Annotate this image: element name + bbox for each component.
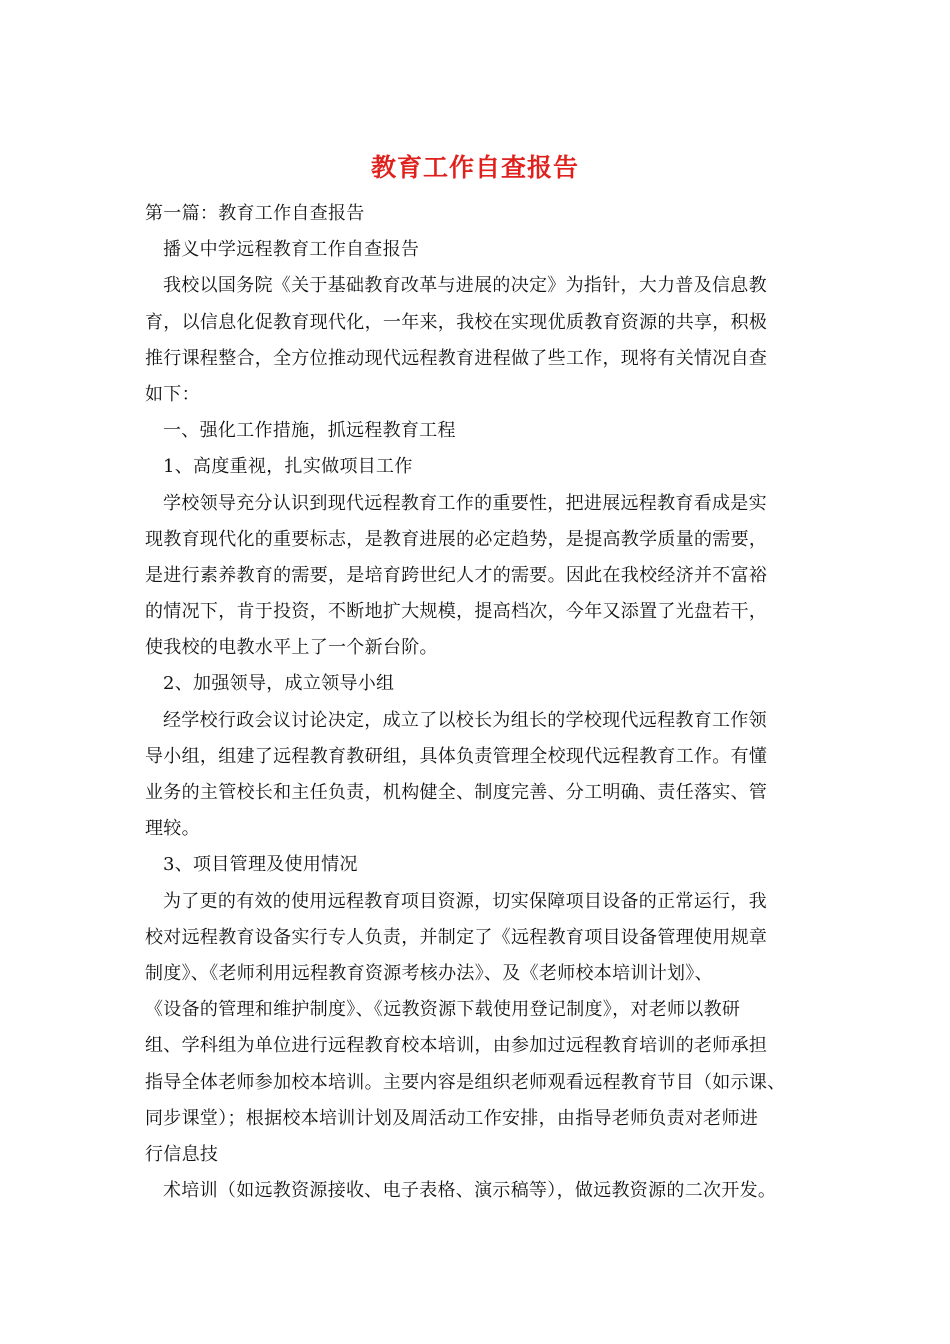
text-line: 育，以信息化促教育现代化，一年来，我校在实现优质教育资源的共享，积极 [145,311,768,333]
text-line: 一、强化工作措施，抓远程教育工程 [163,420,456,442]
text-line: 2、加强领导，成立领导小组 [163,673,395,695]
text-line: 校对远程教育设备实行专人负责，并制定了《远程教育项目设备管理使用规章 [145,926,768,948]
document-title: 教育工作自查报告 [370,153,579,182]
text-line: 现教育现代化的重要标志，是教育进展的必定趋势，是提高教学质量的需要， [145,528,768,550]
text-line: 使我校的电教水平上了一个新台阶。 [145,637,438,659]
text-line: 经学校行政会议讨论决定，成立了以校长为组长的学校现代远程教育工作领 [163,709,767,731]
text-line: 3、项目管理及使用情况 [163,854,358,876]
text-line: 《设备的管理和维护制度》、《远教资源下载使用登记制度》，对老师以教研 [145,999,741,1021]
text-line: 1、高度重视，扎实做项目工作 [163,456,413,478]
text-line: 组、学科组为单位进行远程教育校本培训，由参加过远程教育培训的老师承担 [145,1035,768,1057]
text-line: 如下： [145,383,200,405]
text-line: 的情况下，肯于投资，不断地扩大规模，提高档次，今年又添置了光盘若干， [145,601,768,623]
text-line: 第一篇：教育工作自查报告 [145,203,365,224]
text-line: 是进行素养教育的需要，是培育跨世纪人才的需要。因此在我校经济并不富裕 [145,564,768,586]
text-line: 术培训（如远教资源接收、电子表格、演示稿等），做远教资源的二次开发。 [163,1180,777,1202]
text-line: 行信息技 [145,1143,219,1165]
text-line: 同步课堂）；根据校本培训计划及周活动工作安排，由指导老师负责对老师进 [145,1107,759,1129]
text-line: 为了更的有效的使用远程教育项目资源，切实保障项目设备的正常运行，我 [163,890,767,912]
text-line: 指导全体老师参加校本培训。主要内容是组织老师观看远程教育节目（如示课、 [145,1071,786,1093]
text-line: 我校以国务院《关于基础教育改革与进展的决定》为指针，大力普及信息教 [163,275,767,297]
text-line: 播义中学远程教育工作自查报告 [163,239,420,261]
text-line: 学校领导充分认识到现代远程教育工作的重要性，把进展远程教育看成是实 [163,492,767,514]
text-line: 推行课程整合，全方位推动现代远程教育进程做了些工作，现将有关情况自查 [145,347,768,369]
text-line: 导小组，组建了远程教育教研组，具体负责管理全校现代远程教育工作。有懂 [145,745,768,767]
text-line: 制度》、《老师利用远程教育资源考核办法》、及《老师校本培训计划》、 [145,962,713,984]
document-body [145,196,815,1209]
text-line: 业务的主管校长和主任负责，机构健全、制度完善、分工明确、责任落实、管 [145,782,768,803]
text-line: 理较。 [145,818,200,840]
